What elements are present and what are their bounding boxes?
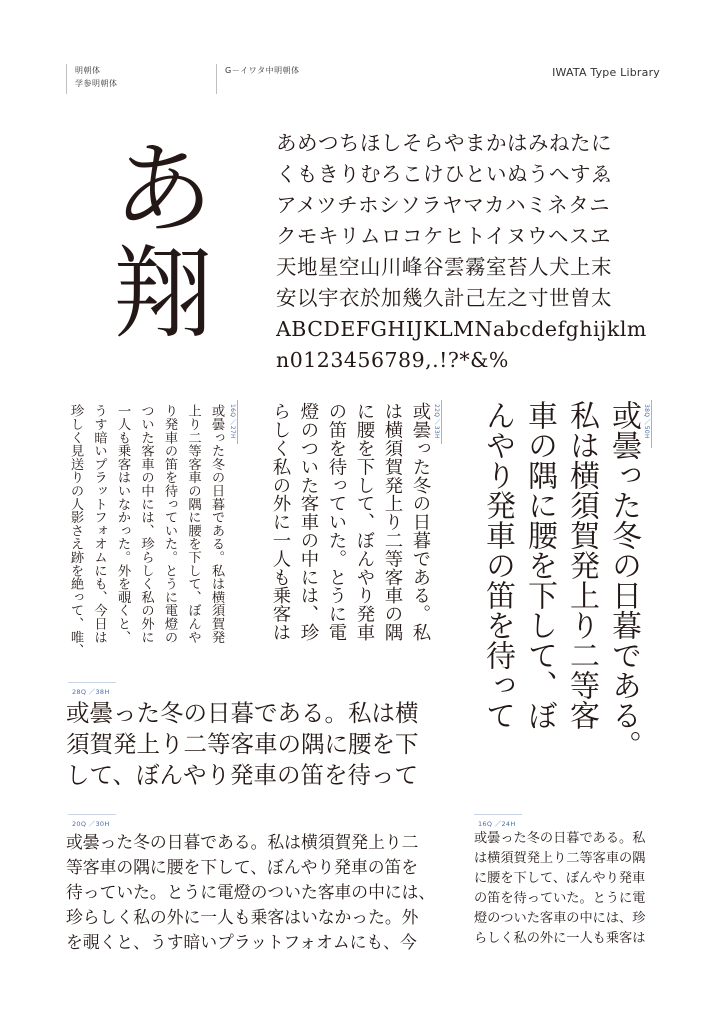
sample-line: に腰を下して、ぼんやり発車 (474, 871, 646, 886)
horizontal-sample-20q (66, 830, 446, 955)
sample-line: んやり発車の笛を待って (480, 400, 515, 730)
showcase-glyph-hiragana: あ (113, 131, 213, 248)
specimen-line: n0123456789,.!?*&% (276, 348, 509, 372)
sample-38q-rule (651, 400, 652, 448)
specimen-line: アメツチホシソラヤマカハミネタニ (276, 193, 611, 217)
vertical-sample-22q (266, 402, 434, 660)
sample-line: は横須賀発上り二等客車の隅 (474, 851, 646, 866)
sample-line: り発車の笛を待っていた。とうに電燈の (162, 404, 177, 644)
sample-line: 或曇った冬の日暮である。私は横 (66, 699, 419, 727)
sample-line: 燈のついた客車の中には、珍 (474, 911, 646, 926)
horizontal-sample-16q (474, 829, 664, 949)
sample-22q-rule (441, 400, 442, 444)
sample-line: 或曇った冬の日暮である。私 (410, 402, 431, 642)
specimen-line: くもきりむろこけひといぬうへすゑ (276, 162, 612, 186)
sample-line: の笛を待っていた。とうに電 (326, 402, 347, 642)
sample-line: 須賀発上り二等客車の隅に腰を下 (66, 730, 419, 758)
specimen-line: 安以宇衣於加幾久計己左之寸世曽太 (276, 286, 612, 310)
font-name-label: G－イワタ中明朝体 (225, 66, 300, 75)
sample-line: 燈のついた客車の中には、珍 (298, 402, 319, 642)
sample-16q-vertical-label: 16Q ／27H (229, 404, 236, 439)
sample-16q-horizontal-label: 16Q ／24H (478, 820, 516, 828)
sample-line: 珍しく見送りの人影さえ跡を絶って、唯、 (68, 404, 83, 657)
sample-20q-label: 20Q ／30H (72, 820, 110, 828)
category-label: 明朝体 (75, 66, 101, 75)
library-label: IWATA Type Library (552, 66, 660, 79)
character-specimen (276, 128, 696, 376)
sample-line: らしく私の外に一人も乗客は (270, 402, 291, 642)
specimen-line: あめつちほしそらやまかはみねたに (276, 131, 612, 155)
sample-line: は横須賀発上り二等客車の隅 (382, 402, 403, 642)
sample-line: ついた客車の中には、珍らしく私の外に (138, 404, 154, 644)
sample-line: 等客車の隅に腰を下して、ぼんやり発車の笛を (66, 857, 419, 877)
sample-line: 待っていた。とうに電燈のついた客車の中には、 (66, 882, 436, 902)
sample-line: の笛を待っていた。とうに電 (474, 891, 646, 906)
subcategory-label: 学参明朝体 (75, 79, 118, 88)
sample-line: 或曇った冬の日暮である。私は横須賀発 (209, 404, 224, 644)
sample-38q-label: 38Q ／50H (643, 404, 650, 439)
sample-20q-rule (68, 814, 116, 815)
showcase-glyph-kanji: 翔 (113, 235, 213, 352)
vertical-sample-16q (60, 404, 228, 660)
sample-line: 或曇った冬の日暮である。 (606, 400, 641, 760)
sample-line: 或曇った冬の日暮である。私 (474, 831, 646, 846)
vertical-sample-38q (474, 400, 644, 800)
sample-line: 一人も乗客はいなかった。外を覗くと、 (115, 404, 130, 644)
sample-line: 私は横須賀発上り二等客 (564, 400, 599, 730)
sample-line: 車の隅に腰を下して、ぼ (522, 400, 557, 730)
sample-line: 珍らしく私の外に一人も乗客はいなかった。外 (66, 907, 419, 927)
sample-line: らしく私の外に一人も乗客は (474, 931, 646, 946)
sample-line: を覗くと、うす暗いプラットフォオムにも、今 (66, 932, 417, 952)
sample-line: して、ぼんやり発車の笛を待って (66, 761, 419, 789)
sample-16q-vertical-rule (237, 400, 238, 444)
sample-line: 上り二等客車の隅に腰を下して、ぼんや (185, 404, 201, 644)
sample-28q-label: 28Q ／38H (72, 688, 110, 696)
header-font-name (216, 64, 300, 94)
specimen-line: 天地星空山川峰谷雲霧室苔人犬上末 (276, 255, 612, 279)
sample-line: うす暗いプラットフォオムにも、今日は (91, 404, 107, 644)
specimen-line: ABCDEFGHIJKLMNabcdefghijklm (276, 317, 647, 341)
sample-line: に腰を下して、ぼんやり発車 (354, 402, 375, 642)
sample-28q-rule (68, 682, 116, 683)
horizontal-sample-28q (66, 698, 446, 791)
sample-line: 或曇った冬の日暮である。私は横須賀発上り二 (66, 832, 419, 852)
sample-22q-label: 22Q ／33H (433, 404, 440, 439)
specimen-line: クモキリムロコケヒトイヌウヘスヱ (276, 224, 611, 248)
header-category (66, 64, 118, 94)
sample-16q-horizontal-rule (474, 814, 522, 815)
